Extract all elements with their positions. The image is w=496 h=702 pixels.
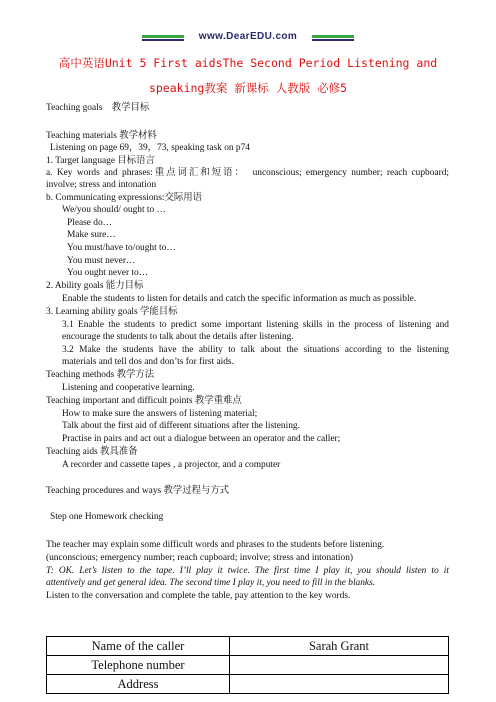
expression-item: You ought never to… [67,268,149,278]
ability-goals-detail: Enable the students to listen for details and catch the specific information as much as possible. [62,294,417,304]
heading-important-points: Teaching important and difficult points 教学重难点 [46,396,242,406]
learning-goal-3-1-cont: encourage the students to talk about the details after listening. [62,332,294,342]
table-cell-value [230,656,449,675]
caller-info-table [46,636,449,694]
page-title-line-2: speaking教案 新课标 人教版 必修5 [148,81,348,95]
step-one-heading: Step one Homework checking [50,512,164,522]
table-row [47,637,449,656]
heading-communicating-expressions: b. Communicating expressions:交际用语 [46,193,202,203]
table-cell-value: Sarah Grant [230,637,449,656]
expression-item: Please do… [67,218,113,228]
table-instruction: Listen to the conversation and complete the table, pay attention to the key words. [46,591,351,601]
teacher-instruction-cont: attentively and get general idea. The second time I play it, you need to fill in the blanks. [46,578,376,588]
materials-detail: Listening on page 69，39，73, speaking task on p74 [50,143,250,153]
table-row [47,675,449,694]
heading-teaching-methods: Teaching methods 教学方法 [46,370,155,380]
expression-item: You must never… [67,256,136,266]
expression-item: Make sure… [67,230,116,240]
key-words-line: a. Key words and phrases:重点词汇和短语： unconscious; emergency number; reach cupboard; [46,168,449,178]
table-cell-label: Address [47,675,230,694]
heading-ability-goals: 2. Ability goals 能力目标 [46,281,144,291]
expression-item: You must/have to/ought to… [67,243,176,253]
heading-learning-ability-goals: 3. Learning ability goals 学能目标 [46,307,178,317]
section-teaching-goals: Teaching goals 教学目标 [46,103,150,113]
learning-goal-3-2-cont: materials and tell dos and don’ts for first aids. [62,357,234,367]
important-point-item: Practise in pairs and act out a dialogue between an operator and the caller; [62,434,341,444]
table-row [47,656,449,675]
learning-goal-3-1: 3.1 Enable the students to predict some important listening skills in the process of listening and [62,320,449,330]
step-one-paragraph: The teacher may explain some difficult words and phrases to the students before listening. [46,540,385,550]
table-cell-label: Name of the caller [47,637,230,656]
key-words-line-cont: involve; stress and intonation [46,180,157,190]
table-cell-value [230,675,449,694]
learning-goal-3-2: 3.2 Make the students have the ability to talk about the situations according to the listening [62,345,449,355]
page-title-line-1: 高中英语Unit 5 First aidsThe Second Period Listening and [58,56,438,70]
step-one-paragraph-cont: (unconscious; emergency number; reach cupboard; involve; stress and intonation) [46,553,354,563]
site-logo: www.DearEDU.com [198,31,298,42]
teaching-aids-detail: A recorder and cassette tapes , a projector, and a computer [62,460,281,470]
table-cell-label: Telephone number [47,656,230,675]
heading-teaching-aids: Teaching aids 教具准备 [46,447,138,457]
section-teaching-materials: Teaching materials 教学材料 [46,131,157,141]
important-point-item: How to make sure the answers of listening material; [62,409,258,419]
heading-procedures: Teaching procedures and ways 教学过程与方式 [46,486,230,496]
important-point-item: Talk about the first aid of different situations after the listening. [62,421,300,431]
heading-target-language: 1. Target language 目标语言 [46,156,155,166]
teacher-instruction: T: OK. Let’s listen to the tape. I’ll play it twice. The first time I play it, you should listen to it [46,566,449,576]
teaching-methods-detail: Listening and cooperative learning. [62,383,195,393]
expression-item: We/you should/ ought to … [62,205,166,215]
